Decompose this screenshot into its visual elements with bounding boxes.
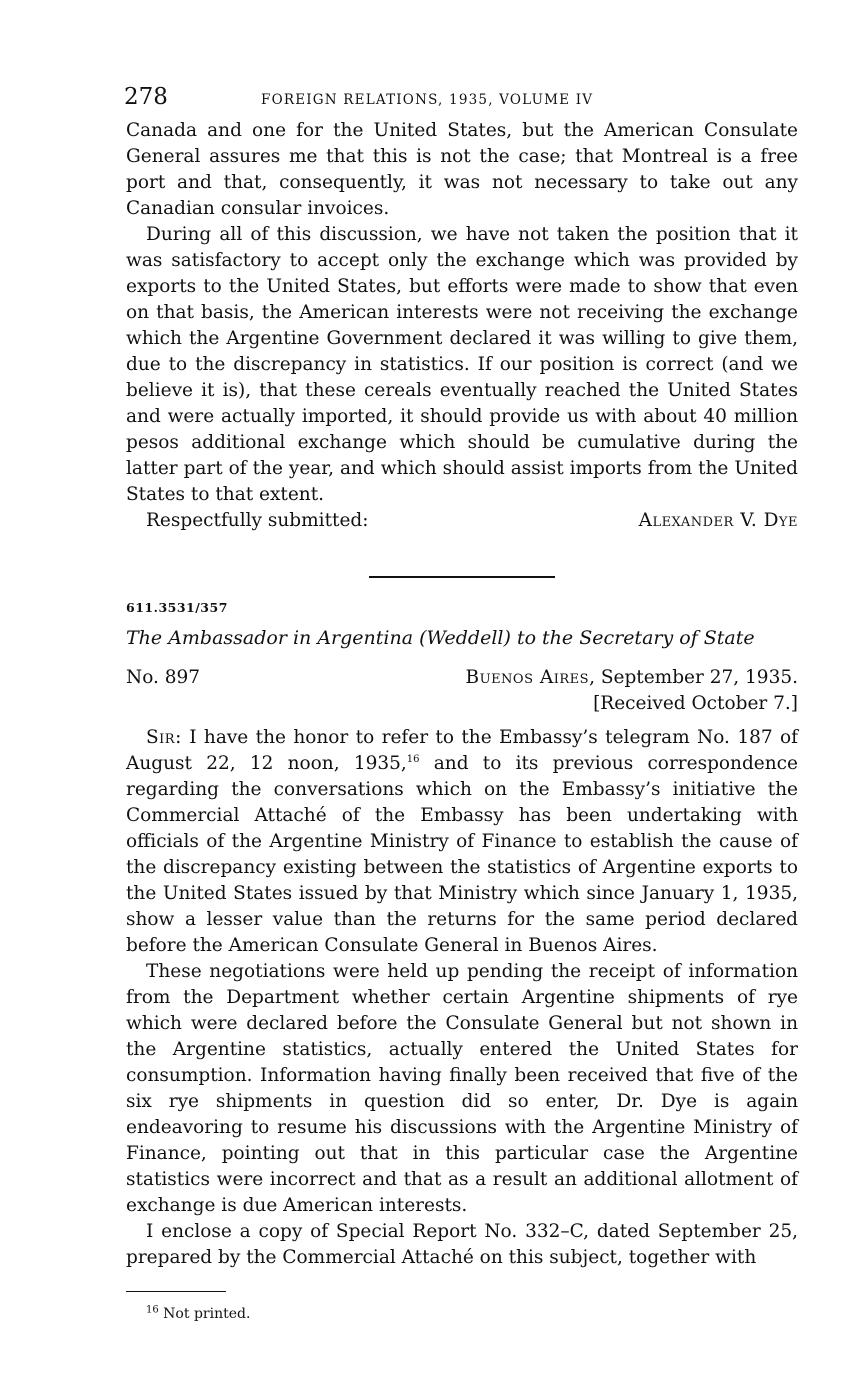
salutation: Sir: bbox=[146, 727, 182, 748]
continued-paragraph: Canada and one for the United States, but the American Consulate General assures me that this is not the case; that Montreal is a free port and that, consequently, it was not necessary to take out any Canadian consular invoices. bbox=[126, 120, 798, 219]
document-heading bbox=[126, 625, 798, 651]
dateline bbox=[126, 665, 798, 691]
section-divider bbox=[369, 576, 555, 578]
document-number: No. 897 bbox=[126, 667, 201, 688]
page-number: 278 bbox=[124, 84, 168, 110]
signoff bbox=[126, 508, 798, 534]
place: Buenos Aires bbox=[465, 667, 590, 688]
heading-prefix: The Ambassador in Argentina bbox=[126, 627, 414, 649]
letter-paragraph-2: These negotiations were held up pending the receipt of information from the Department whether certain Argentine shipments of rye which were declared before the Consulate General but not shown in the Argentine statistics, actually entered the United States for consumption. Information having finally been received that five of the six rye shipments in question did so enter, Dr. Dye is again endeavoring to resume his discussions with the Argentine Ministry of Finance, pointing out that in this particular case the Argentine statistics were incorrect and that as a result an additional allotment of exchange is due American interests. bbox=[126, 961, 798, 1216]
footnote-ref: 16 bbox=[406, 753, 420, 765]
footnote-text: Not printed. bbox=[158, 1306, 251, 1322]
running-title: FOREIGN RELATIONS, 1935, VOLUME IV bbox=[261, 92, 594, 108]
footnote-marker: 16 bbox=[146, 1304, 159, 1316]
footnote-divider bbox=[126, 1291, 226, 1292]
letter-paragraph-1 bbox=[126, 725, 798, 959]
closing: Respectfully submitted: bbox=[146, 510, 369, 531]
letter-paragraph-3: I enclose a copy of Special Report No. 332–C, dated September 25, prepared by the Commercial Attaché on this subject, together with bbox=[126, 1221, 798, 1268]
date: , September 27, 1935. bbox=[589, 667, 798, 688]
file-number: 611.3531/357 bbox=[126, 600, 228, 615]
heading-name: (Weddell) bbox=[419, 627, 511, 649]
letter-p1-a: I have the honor to refer to the Embassy’s telegram No. 187 of August 22, 12 noon, 1935, bbox=[126, 727, 798, 774]
letter-p1-b: and to its previous correspondence regarding the conversations which on the Embassy’s initiative the Commercial Attaché of the Embassy has been undertaking with officials of the Argentine Ministry of Finance to establish the cause of the discrepancy existing between the statistics of Argentine exports to the United States issued by that Ministry which since January 1, 1935, show a lesser value than the returns for the same period declared before the American Consulate General in Buenos Aires. bbox=[126, 753, 798, 956]
place-date bbox=[466, 665, 798, 691]
received-note: [Received October 7.] bbox=[593, 693, 798, 714]
footnote bbox=[146, 1306, 798, 1322]
discussion-paragraph: During all of this discussion, we have not taken the position that it was satisfactory to accept only the exchange which was provided by exports to the United States, but efforts were made to show that even on that basis, the American interests were not receiving the exchange which the Argentine Government declared it was willing to give them, due to the discrepancy in statistics. If our position is correct (and we believe it is), that these cereals eventually reached the United States and were actually imported, it should provide us with about 40 million pesos additional exchange which should be cumulative during the latter part of the year, and which should assist imports from the United States to that extent. bbox=[126, 224, 798, 505]
heading-suffix: to the Secretary of State bbox=[516, 627, 755, 649]
signature: Alexander V. Dye bbox=[638, 510, 798, 531]
page bbox=[126, 84, 798, 1322]
page-header bbox=[126, 84, 798, 118]
